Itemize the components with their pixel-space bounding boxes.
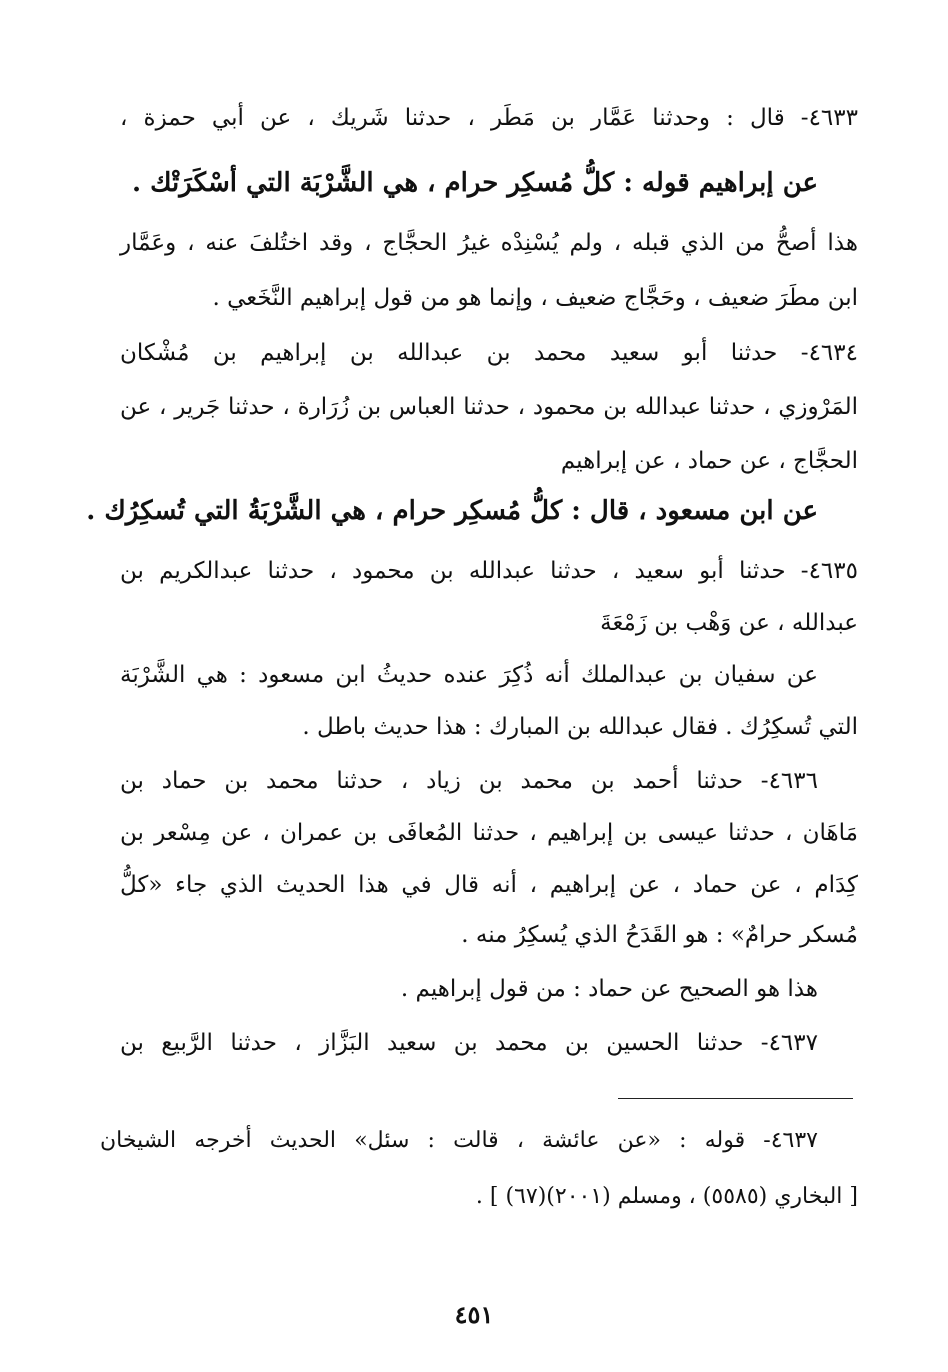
text-line-commentary-2: ابن مطَرَ ضعيف ، وحَجَّاج ضعيف ، وإنما هو من قول إبراهيم النَّخَعي .: [212, 285, 858, 311]
page-number: ٤٥١: [454, 1300, 494, 1329]
text-line-ibn-mubarak: التي تُسكِرُك . فقال عبدالله بن المبارك : هذا حديث باطل .: [302, 714, 858, 740]
text-line-4635-end: عبدالله ، عن وَهْب بن زَمْعَةَ: [600, 610, 858, 636]
text-line-4636-start: ٤٦٣٦- حدثنا أحمد بن محمد بن زياد ، حدثنا محمد بن حماد بن: [120, 768, 818, 794]
text-line-sufyan: عن سفيان بن عبدالملك أنه ذُكِرَ عنده حديثُ ابن مسعود : هي الشَّرْبَة: [120, 662, 818, 688]
footnote-separator: [618, 1098, 853, 1099]
text-line-4634-chain: المَرْوزي ، حدثنا عبدالله بن محمود ، حدثنا العباس بن زُرَارة ، حدثنا جَرير ، عن: [120, 394, 858, 420]
text-line-4636-end: مُسكر حرامٌ» : هو القَدَحُ الذي يُسكِرُ منه .: [461, 922, 858, 948]
footnote-line-2: [ البخاري (٥٥٨٥) ، ومسلم (٢٠٠١)(٦٧) ] .: [475, 1184, 858, 1209]
text-line-ibrahim-saying: عن إبراهيم قوله : كلُّ مُسكِر حرام ، هي الشَّرْبَة التي أسْكَرَتْك .: [132, 168, 818, 198]
text-line-4637-start: ٤٦٣٧- حدثنا الحسين بن محمد بن سعيد البَزَّاز ، حدثنا الرَّبيع بن: [120, 1030, 818, 1056]
text-line-4636-chain-1: مَاهَان ، حدثنا عيسى بن إبراهيم ، حدثنا المُعافَى بن عمران ، عن مِسْعر بن: [120, 820, 858, 846]
text-line-4633-start: ٤٦٣٣- قال : وحدثنا عَمَّار بن مَطَر ، حدثنا شَريك ، عن أبي حمزة ،: [120, 105, 858, 131]
text-line-4634-start: ٤٦٣٤- حدثنا أبو سعيد محمد بن عبدالله بن إبراهيم بن مُشْكان: [120, 340, 858, 366]
text-line-ibn-masud-saying: عن ابن مسعود ، قال : كلُّ مُسكِر حرام ، هي الشَّرْبَةُ التي تُسكِرُك .: [86, 496, 818, 526]
text-line-4634-end: الحجَّاج ، عن حماد ، عن إبراهيم: [560, 448, 858, 474]
text-line-4636-chain-2: كِدَام ، عن حماد ، عن إبراهيم ، أنه قال في هذا الحديث الذي جاء «كلُّ: [120, 872, 858, 898]
footnote-line-1: ٤٦٣٧- قوله : «عن عائشة ، قالت : سئل» الحديث أخرجه الشيخان: [100, 1128, 818, 1153]
text-line-sahih-note: هذا هو الصحيح عن حماد : من قول إبراهيم .: [400, 976, 818, 1002]
text-line-4635-start: ٤٦٣٥- حدثنا أبو سعيد ، حدثنا عبدالله بن محمود ، حدثنا عبدالكريم بن: [120, 558, 858, 584]
text-line-commentary-1: هذا أصحُّ من الذي قبله ، ولم يُسْنِدْه غيرُ الحجَّاج ، وقد اختُلفَ عنه ، وعَمَّار: [120, 230, 858, 256]
